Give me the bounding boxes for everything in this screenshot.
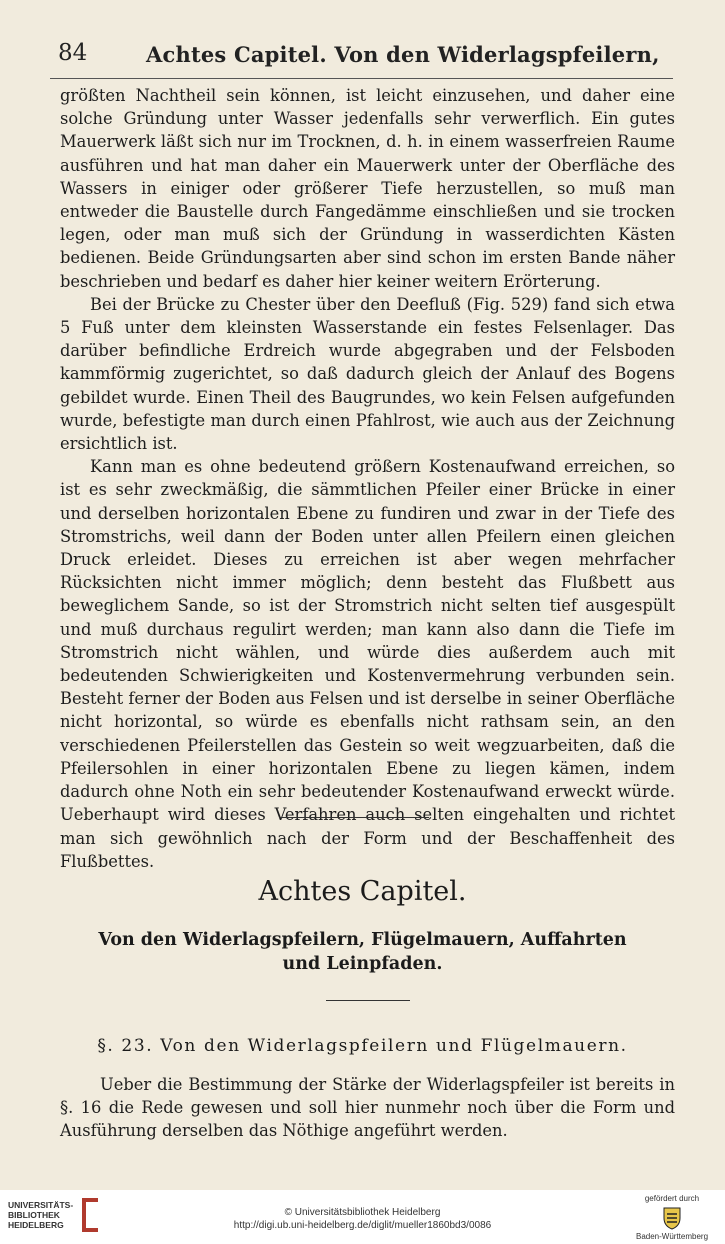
paragraph: Ueber die Bestimmung der Stärke der Widerlagspfeiler ist bereits in §. 16 die Rede gewesen und soll hier nunmehr noch über die Form und Ausführung derselben das Nöthige angeführt werden. — [60, 1075, 675, 1141]
funder-name: Baden-Württemberg — [635, 1232, 709, 1241]
chapter-title: Achtes Capitel. — [258, 876, 467, 907]
body-text — [60, 84, 675, 873]
copyright-text: © Universitätsbibliothek Heidelberg — [284, 1207, 441, 1218]
paragraph: Bei der Brücke zu Chester über den Deefluß (Fig. 529) fand sich etwa 5 Fuß unter dem kleinsten Wasserstande ein festes Felsenlager. Das darüber befindliche Erdreich wurde abgegraben und der Felsboden kammförmig zugerichtet, so daß dadurch gleich der Anlauf des Bogens gebildet wurde. Einen Theil des Baugrundes, wo kein Felsen aufgefunden wurde, befestigte man durch einen Pfahlrost, wie auch aus der Zeichnung ersichtlich ist. — [60, 294, 675, 454]
library-name-line: HEIDELBERG — [8, 1220, 64, 1230]
running-head: Achtes Capitel. Von den Widerlagspfeilern, — [146, 42, 660, 67]
header-rule — [50, 78, 673, 79]
section-text — [60, 1073, 675, 1143]
source-url-link[interactable]: http://digi.ub.uni-heidelberg.de/diglit/mueller1860bd3/0086 — [233, 1220, 492, 1231]
funded-by-label: gefördert durch — [644, 1194, 700, 1203]
paragraph: Kann man es ohne bedeutend größern Kostenaufwand erreichen, so ist es sehr zweckmäßig, die sämmtlichen Pfeiler einer Brücke in einer und derselben horizontalen Ebene zu fundiren und zwar in der Tiefe des Stromstrichs, weil dann der Boden unter allen Pfeilern einen gleichen Druck erleidet. Dieses zu erreichen ist aber wegen mehrfacher Rücksichten nicht immer möglich; denn besteht das Flußbett aus beweglichem Sande, so ist der Stromstrich nicht selten tief ausgespült und muß durchaus regulirt werden; man kann also dann die Tiefe im Stromstrich nicht wählen, und würde dies außerdem auch mit bedeutenden Schwierigkeiten und Kostenvermehrung verbunden sein. Besteht ferner der Boden aus Felsen und ist derselbe in seiner Oberfläche nicht horizontal, so würde es ebenfalls nicht rathsam sein, an den verschiedenen Pfeilerstellen das Gestein so weit wegzuarbeiten, daß die Pfeilersohlen in einer horizontalen Ebene zu liegen kämen, indem dadurch ohne Noth ein sehr bedeutender Kostenaufwand erweckt würde. Ueberhaupt wird dieses Verfahren auch selten eingehalten und richtet man sich gewöhnlich nach der Form und der Beschaffenheit des Flußbettes. — [60, 457, 675, 871]
digitization-footer — [0, 1190, 725, 1244]
library-logo-icon — [82, 1198, 98, 1232]
footer-credits — [200, 1206, 525, 1232]
funder-block[interactable] — [627, 1194, 717, 1241]
coat-of-arms-icon — [662, 1206, 682, 1230]
chapter-subtitle: Von den Widerlagspfeilern, Flügelmauern, Auffahrten und Leinpfaden. — [98, 930, 627, 974]
section-divider — [279, 817, 429, 818]
page-number: 84 — [58, 40, 88, 66]
library-logo[interactable] — [8, 1200, 73, 1230]
library-name-line: BIBLIOTHEK — [8, 1210, 60, 1220]
page-header — [58, 36, 675, 76]
section-heading: §. 23. Von den Widerlagspfeilern und Flügelmauern. — [97, 1036, 628, 1056]
paragraph: größten Nachtheil sein können, ist leicht einzusehen, und daher eine solche Gründung unter Wasser jedenfalls sehr verwerflich. Ein gutes Mauerwerk läßt sich nur im Trocknen, d. h. in einem wasserfreien Raume ausführen und hat man daher ein Mauerwerk unter der Oberfläche des Wassers in einiger oder größerer Tiefe herzustellen, so muß man entweder die Baustelle durch Fangedämme einschließen und sie trocken legen, oder man muß sich der Gründung in wasserdichten Kästen bedienen. Beide Gründungsarten aber sind schon im ersten Bande näher beschrieben und bedarf es daher hier keiner weitern Erörterung. — [60, 86, 675, 291]
library-name-line: UNIVERSITÄTS- — [8, 1200, 74, 1210]
chapter-divider — [326, 1000, 410, 1001]
